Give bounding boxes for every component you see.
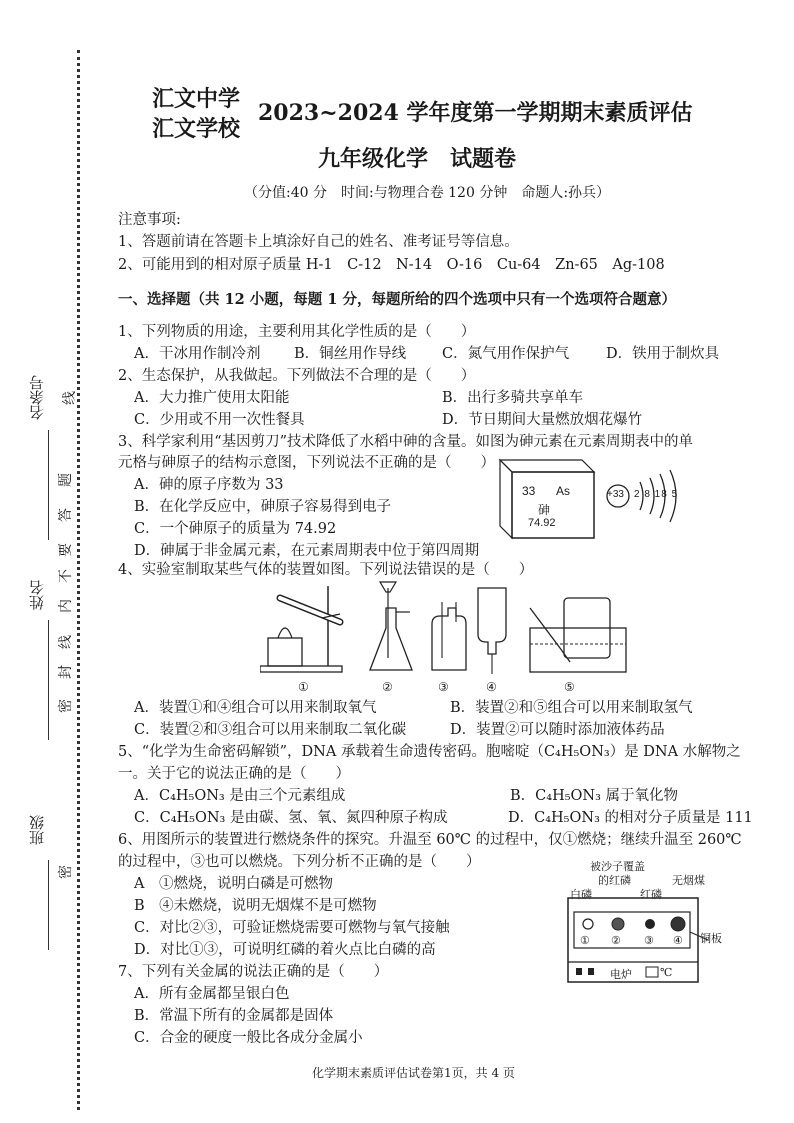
element-mass: 74.92 — [528, 517, 556, 529]
apparatus-label-4: ④ — [486, 680, 497, 694]
section-heading: 一、选择题（共 12 小题，每题 1 分，每题所给的四个选项中只有一个选项符合题意） — [118, 291, 676, 308]
q6-option-d: D．对比①③，可说明红磷的着火点比白磷的高 — [134, 942, 436, 958]
q5-stem-2: 一。关于它的说法正确的是（ ） — [118, 766, 350, 782]
school-name-2: 汇文学校 — [152, 116, 241, 142]
side-name: 姓名 — [28, 580, 46, 610]
q2-stem: 2、生态保护，从我做起。下列做法不合理的是（ ） — [118, 368, 476, 384]
apparatus-3 — [432, 602, 466, 670]
apparatus-2 — [370, 582, 412, 670]
apparatus-5 — [530, 598, 626, 672]
q3-stem-2: 元格与砷原子的结构示意图，下列说法不正确的是（ ） — [118, 455, 495, 471]
apparatus-label-1: ① — [298, 680, 309, 694]
q6-option-c: C．对比②③，可验证燃烧需要可燃物与氧气接触 — [134, 920, 450, 936]
q5-option-c: C．C₄H₅ON₃ 是由碳、氢、氧、氮四种原子构成 — [134, 810, 448, 826]
q6-stem-1: 6、用图所示的装置进行燃烧条件的探究。升温至 60℃ 的过程中，仅①燃烧；继续升温至 260℃ — [118, 832, 742, 848]
q2-option-a: A．大力推广使用太阳能 — [134, 390, 290, 406]
q4-stem: 4、实验室制取某些气体的装置如图。下列说法错误的是（ ） — [118, 562, 534, 578]
element-symbol: As — [556, 484, 571, 498]
q5-option-d: D．C₄H₅ON₃ 的相对分子质量是 111 — [508, 810, 753, 826]
q6-option-b: B ④未燃烧，说明无烟煤不是可燃物 — [134, 898, 377, 914]
exam-title: 2023~2024 学年度第一学期期末素质评估 — [258, 100, 693, 126]
fig-slot-1: ① — [580, 934, 590, 947]
q6-stem-2: 的过程中，③也可以燃烧。下列分析不正确的是（ ） — [118, 854, 481, 870]
fig-plate-label: 铜板 — [700, 932, 722, 945]
q2-option-b: B．出行多骑共享单车 — [442, 390, 584, 406]
apparatus-4 — [478, 588, 506, 674]
side-class-line — [48, 860, 49, 950]
gas-apparatus-figure — [260, 578, 630, 684]
q3-option-d: D．砷属于非金属元素，在元素周期表中位于第四周期 — [134, 543, 480, 559]
q5-option-b: B．C₄H₅ON₃ 属于氧化物 — [510, 788, 679, 804]
seal-char: 密 — [58, 865, 74, 879]
q7-option-a: A．所有金属都呈银白色 — [134, 986, 290, 1002]
apparatus-1 — [260, 586, 342, 672]
fig-white-p-label: 白磷 — [570, 888, 592, 901]
q1-option-d: D．铁用于制炊具 — [606, 346, 720, 362]
apparatus-label-5: ⑤ — [564, 680, 575, 694]
fig-unit-label: ℃ — [660, 966, 673, 979]
school-name-1: 汇文中学 — [152, 86, 241, 112]
seal-char: 线 — [62, 391, 78, 405]
q4-option-c: C．装置②和③组合可以用来制取二氧化碳 — [134, 722, 407, 738]
seal-char: 要 — [58, 543, 74, 557]
q1-option-b: B．铜丝用作导线 — [294, 346, 407, 362]
atom-nucleus: +33 — [607, 489, 624, 500]
q1-option-a: A．干冰用作制冷剂 — [134, 346, 261, 362]
score-line: （分值:40 分 时间:与物理合卷 120 分钟 命题人:孙兵） — [244, 185, 611, 201]
fig-red-p-label: 红磷 — [640, 888, 662, 901]
fig-coal-label: 无烟煤 — [672, 874, 705, 887]
q7-stem: 7、下列有关金属的说法正确的是（ ） — [118, 964, 389, 980]
fig-top-label-1: 被沙子覆盖 — [590, 860, 645, 873]
seal-char: 内 — [58, 599, 74, 613]
q1-stem: 1、下列物质的用途，主要利用其化学性质的是（ ） — [118, 324, 476, 340]
side-exam-no: 名条号 — [28, 375, 46, 420]
notes-item-1: 1、答题前请在答题卡上填涂好自己的姓名、准考证号等信息。 — [118, 234, 519, 250]
side-exam-no-line — [48, 430, 49, 540]
apparatus-label-3: ③ — [438, 680, 449, 694]
q5-stem-1: 5、“化学为生命密码解锁”，DNA 承载着生命遗传密码。胞嘧啶（C₄H₅ON₃）是 DNA 水解物之 — [118, 744, 741, 760]
fig-top-label-2: 的红磷 — [598, 874, 631, 887]
q3-option-a: A．砷的原子序数为 33 — [134, 477, 284, 493]
q2-option-d: D．节日期间大量燃放烟花爆竹 — [442, 412, 643, 428]
apparatus-label-2: ② — [382, 680, 393, 694]
q1-option-c: C．氮气用作保护气 — [442, 346, 570, 362]
page-footer: 化学期末素质评估试卷第1页，共 4 页 — [312, 1066, 515, 1080]
q4-option-b: B．装置②和⑤组合可以用来制取氢气 — [450, 700, 693, 716]
notes-heading: 注意事项: — [118, 212, 181, 228]
fig-slot-3: ③ — [644, 934, 654, 947]
fig-slot-2: ② — [611, 934, 621, 947]
q7-option-c: C．合金的硬度一般比各成分金属小 — [134, 1030, 363, 1046]
q6-option-a: A ①燃烧，说明白磷是可燃物 — [134, 876, 333, 892]
q7-option-b: B．常温下所有的金属都是固体 — [134, 1008, 334, 1024]
q2-option-c: C．少用或不用一次性餐具 — [134, 412, 305, 428]
seal-char: 密 — [58, 699, 74, 713]
element-number: 33 — [522, 484, 536, 498]
seal-char: 答 — [58, 508, 74, 522]
q3-option-c: C．一个砷原子的质量为 74.92 — [134, 521, 337, 537]
q4-option-d: D．装置②可以随时添加液体药品 — [450, 722, 665, 738]
notes-item-2: 2、可能用到的相对原子质量 H-1 C-12 N-14 O-16 Cu-64 Zn-65 Ag-108 — [118, 257, 665, 273]
atom-shells: 2 8 18 5 — [634, 489, 679, 500]
binding-dotted-line — [77, 50, 80, 1110]
seal-char: 题 — [58, 473, 74, 487]
q5-option-a: A．C₄H₅ON₃ 是由三个元素组成 — [134, 788, 346, 804]
exam-subtitle: 九年级化学 试题卷 — [318, 146, 517, 172]
side-name-line — [48, 620, 49, 740]
seal-char: 不 — [58, 569, 74, 583]
school-names — [152, 84, 240, 144]
element-cell-box — [498, 458, 598, 542]
fig-furnace-label: 电炉 — [610, 968, 632, 981]
q3-option-b: B．在化学反应中，砷原子容易得到电子 — [134, 499, 392, 515]
seal-char: 封 — [58, 665, 74, 679]
q4-option-a: A．装置①和④组合可以用来制取氧气 — [134, 700, 377, 716]
side-class: 班级 — [28, 815, 46, 845]
fig-slot-4: ④ — [673, 934, 683, 947]
element-name: 砷 — [538, 503, 551, 517]
q3-stem-1: 3、科学家利用“基因剪刀”技术降低了水稻中砷的含量。如图为砷元素在元素周期表中的单 — [118, 434, 694, 450]
seal-char: 线 — [58, 635, 74, 649]
